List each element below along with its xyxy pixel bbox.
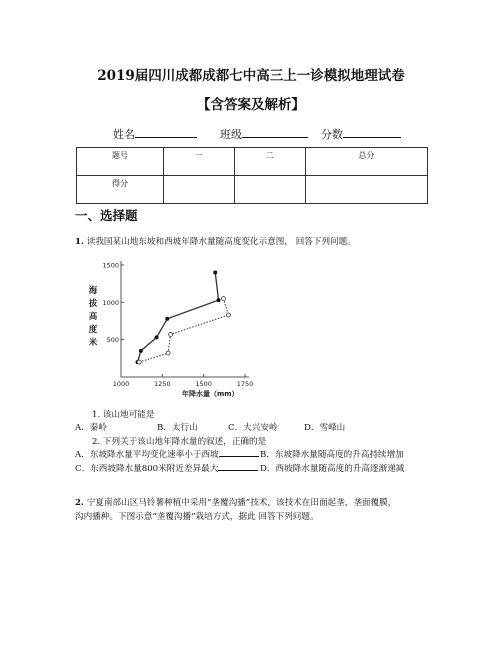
question-1-intro [75, 235, 356, 247]
score-table [76, 147, 428, 204]
score-table-header-cell: 二 [234, 148, 305, 176]
score-table-header-cell: 一 [164, 148, 235, 176]
page-title: 2019届四川成都成都七中高三上一诊模拟地理试卷 [97, 68, 405, 84]
answer-blank [218, 462, 258, 471]
answer-blank [219, 448, 259, 457]
subquestion-2-option-c[interactable] [75, 462, 258, 474]
subquestion-2-option-a[interactable] [75, 448, 259, 460]
subquestion-2-option-d[interactable]: D．西坡降水量随高度的升高逐渐递减 [260, 464, 405, 474]
score-label: 分数 [321, 128, 343, 141]
question-number: 2. [75, 498, 84, 508]
precipitation-altitude-chart [85, 255, 260, 400]
score-table-header-row [77, 148, 428, 176]
subquestion-2-stem: 2. 下列关于该山地年降水量的叙述，正确的是 [92, 437, 267, 447]
data-point [139, 349, 143, 353]
section-title: 一、选择题 [75, 208, 138, 223]
question-2-line-2: 沟内播种。下图示意“垄覆沟播”栽培方式，据此 回答下列问题。 [75, 512, 319, 522]
y-axis-label-char: 高 [88, 312, 98, 322]
score-table-header-cell: 总分 [305, 148, 427, 176]
y-axis-label-char: 拔 [88, 299, 98, 309]
data-point [155, 335, 159, 339]
x-axis-label: 年降水量（mm） [181, 390, 239, 398]
option-c[interactable]: C．大兴安岭 [228, 423, 278, 433]
question-2-line-1 [75, 496, 396, 508]
option-d[interactable]: D．雪峰山 [304, 423, 346, 433]
option-a[interactable]: A．秦岭 [75, 423, 107, 433]
score-cell[interactable] [234, 176, 305, 204]
y-axis-label-char: 米 [88, 338, 98, 348]
y-tick-label: 1500 [102, 261, 119, 270]
x-tick-label: 1000 [112, 380, 130, 388]
x-tick-label: 1250 [154, 380, 171, 388]
data-point [166, 351, 170, 355]
subquestion-1-options [75, 421, 345, 433]
x-tick-label: 1500 [195, 380, 212, 388]
class-label: 班级 [220, 128, 242, 141]
option-b[interactable]: B．太行山 [157, 423, 198, 433]
x-tick-label: 1750 [236, 380, 254, 388]
series-line [138, 272, 219, 362]
subquestion-1-stem: 1. 该山地可能是 [92, 410, 155, 420]
data-point [213, 270, 217, 274]
data-point [165, 317, 169, 321]
y-axis-label-char: 度 [88, 325, 98, 335]
series-line [139, 299, 228, 362]
subquestion-2-option-b[interactable]: B．东坡降水量随高度的升高持续增加 [260, 450, 404, 460]
score-cell[interactable] [305, 176, 427, 204]
score-row-label: 得分 [77, 176, 164, 204]
score-table-header-cell: 题号 [77, 148, 164, 176]
score-cell[interactable] [164, 176, 235, 204]
y-tick-label: 1000 [102, 298, 119, 307]
score-table-row [77, 176, 428, 204]
question-2-text: 宁夏南部山区马铃薯种植中采用“垄覆沟播”技术，该技术在田面起垄，垄面覆膜， [86, 498, 397, 508]
y-tick-label: 500 [106, 336, 119, 345]
data-point [137, 360, 141, 364]
data-point [222, 297, 226, 301]
class-field[interactable] [242, 127, 308, 138]
data-point [217, 298, 221, 302]
name-field[interactable] [135, 127, 197, 138]
data-point [226, 313, 230, 317]
name-label: 姓名 [113, 128, 135, 141]
option-a-text: A．东坡降水量平均变化速率小于西坡 [75, 450, 219, 460]
score-field[interactable] [343, 127, 401, 138]
option-c-text: C．东西坡降水量800米附近差异最大 [75, 464, 219, 474]
question-number: 1. [75, 237, 84, 247]
data-point [169, 332, 173, 336]
student-info-line [113, 126, 401, 142]
y-axis-label-char: 海 [88, 286, 98, 296]
page-subtitle: 【含答案及解析】 [197, 97, 305, 113]
question-1-text: 读我国某山地东坡和西坡年降水量随高度变化示意图， 回答下列问题。 [86, 237, 356, 247]
